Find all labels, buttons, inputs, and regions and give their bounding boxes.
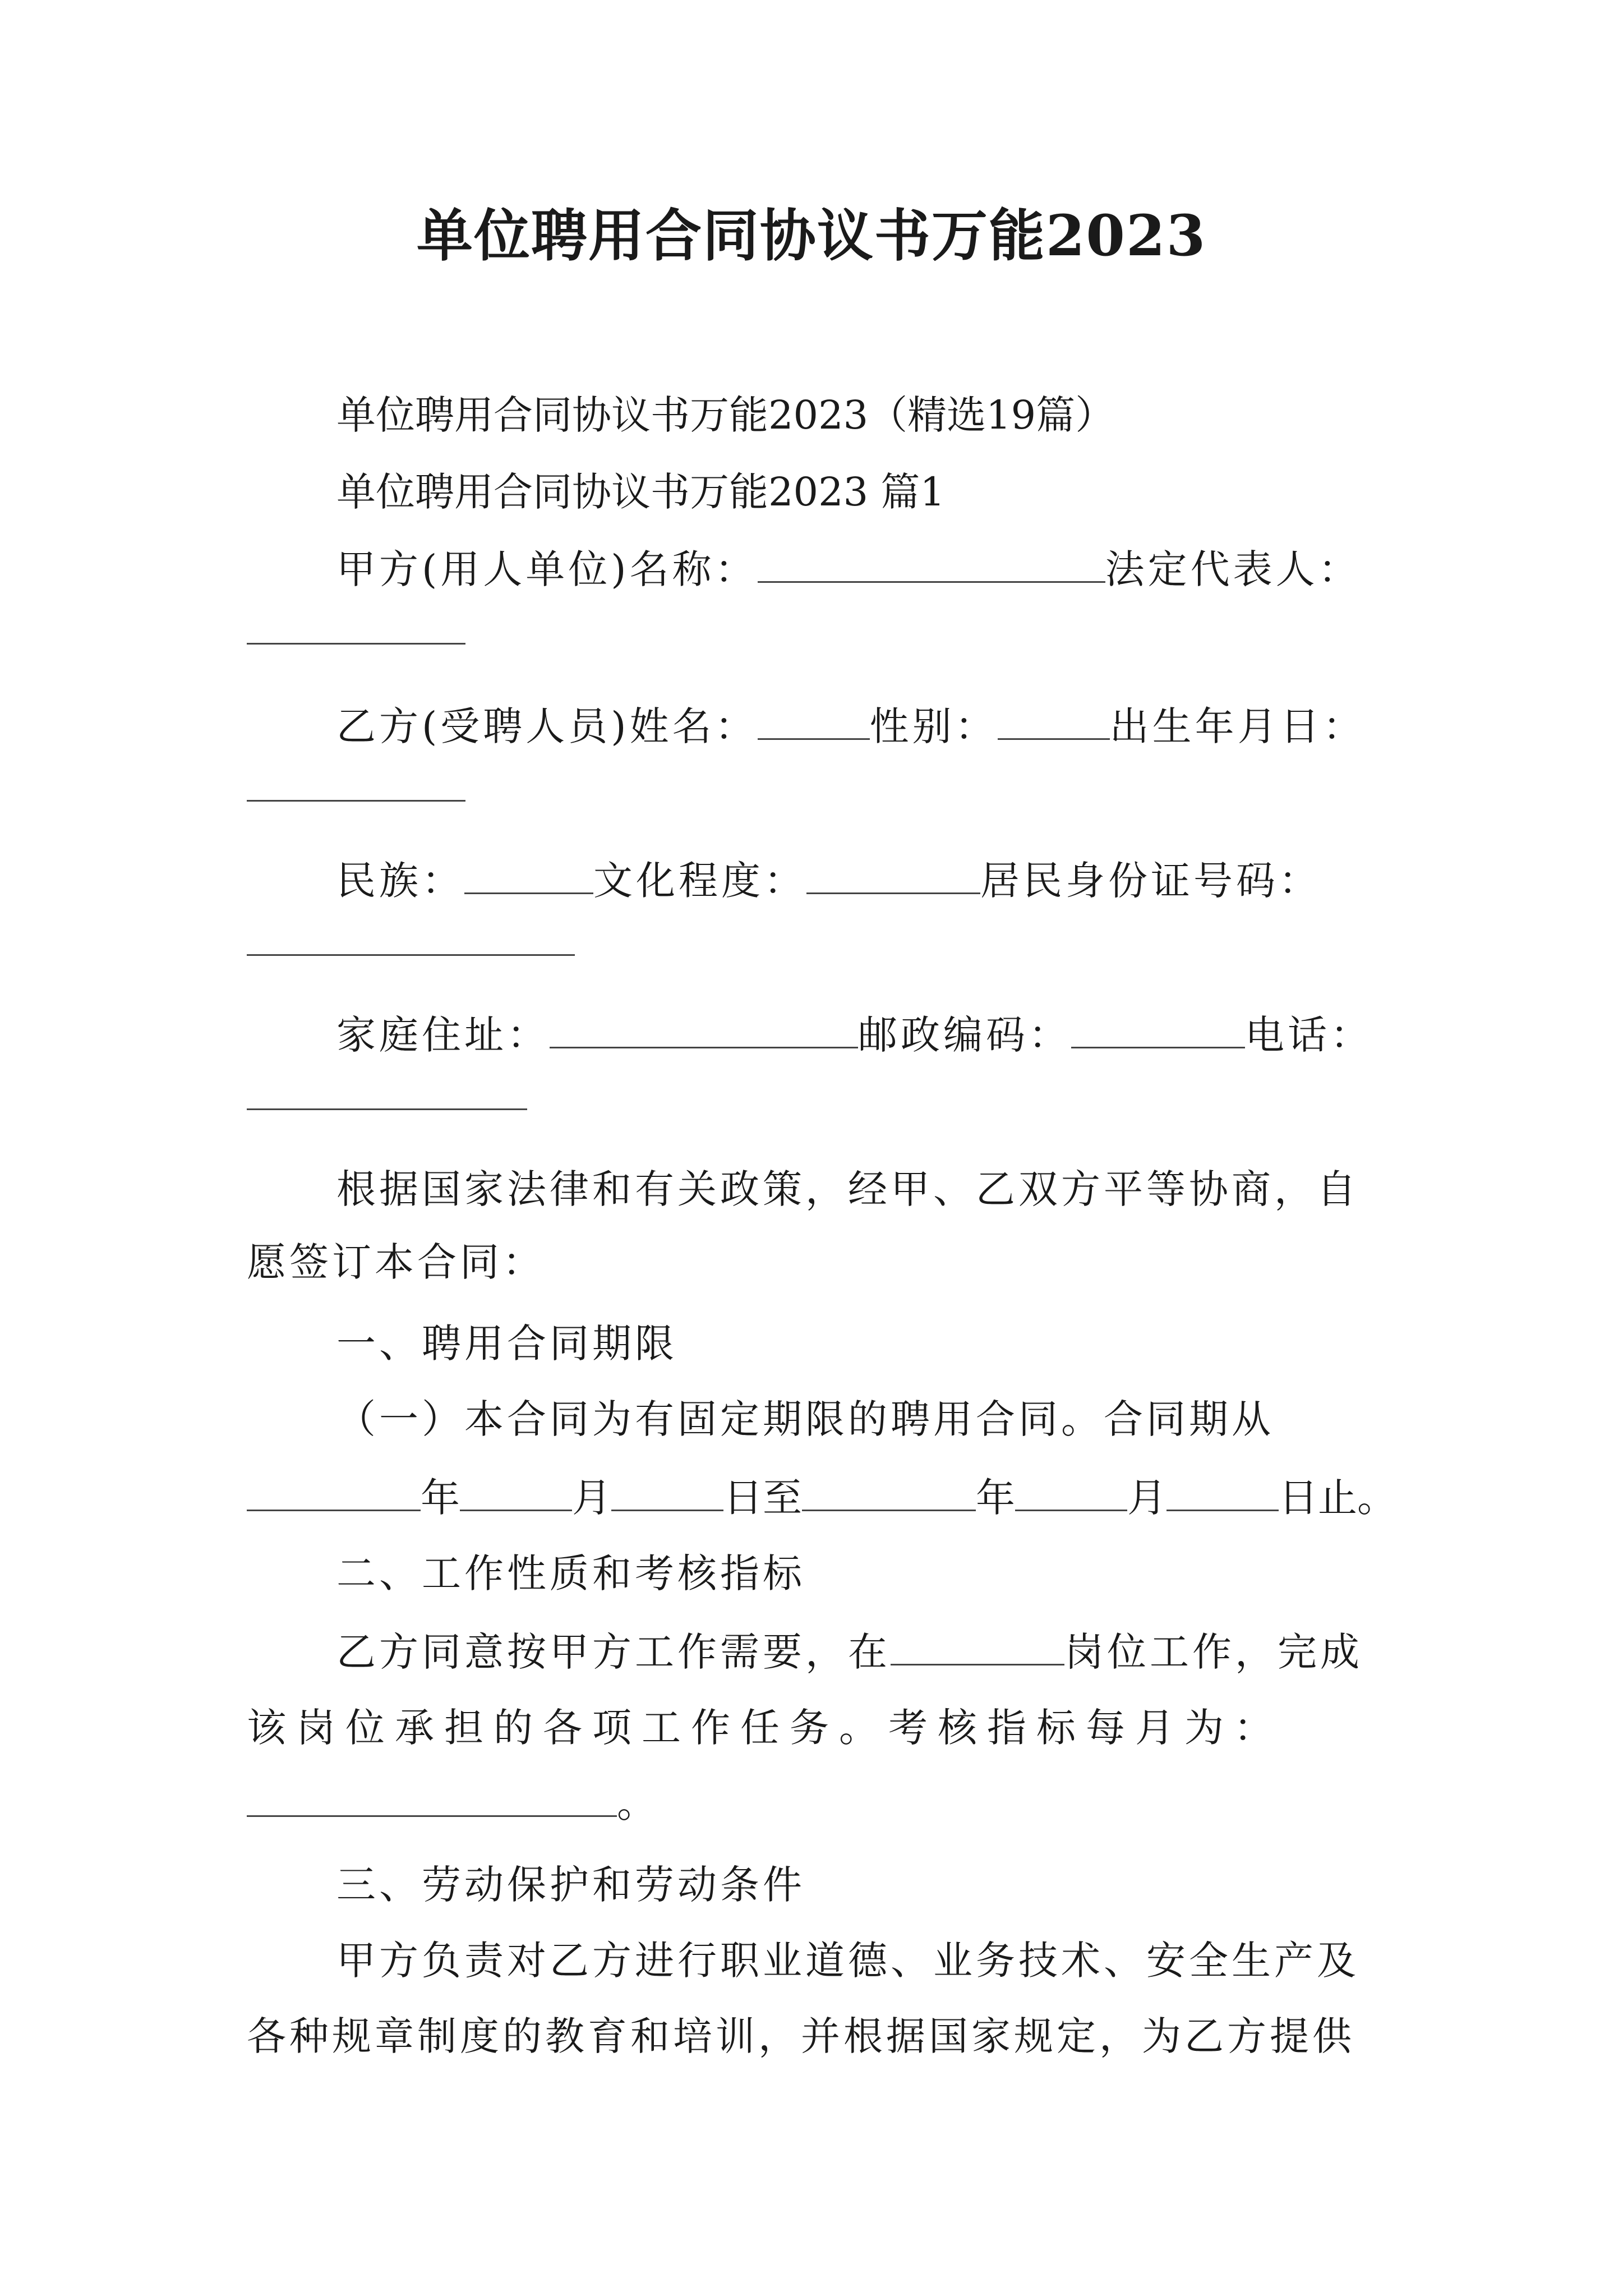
- section-3-paragraph-1: 甲方负责对乙方进行职业道德、业务技术、安全生产及: [336, 1938, 1359, 1984]
- party-a-name-blank: [758, 542, 1105, 583]
- end-day-blank: [1166, 1470, 1279, 1511]
- document-title: 单位聘用合同协议书万能2023: [416, 203, 1207, 269]
- section-1-date-line: [247, 1470, 1396, 1526]
- party-a-line: [336, 541, 1391, 597]
- assessment-blank: [247, 1776, 617, 1817]
- postcode-blank: [1071, 1007, 1245, 1048]
- section-2-paragraph-2: 该岗位承担的各项工作任务。考核指标每月为：: [247, 1705, 1283, 1751]
- intro-line-1: 根据国家法律和有关政策，经甲、乙双方平等协商，自: [336, 1166, 1359, 1212]
- party-a-name-label: 甲方(用人单位)名称：: [336, 546, 758, 592]
- phone-continuation: [247, 1069, 1391, 1125]
- id-number-label: 居民身份证号码：: [980, 858, 1321, 904]
- start-month-blank: [460, 1470, 572, 1511]
- education-label: 文化程度：: [593, 858, 806, 904]
- ethnic-blank: [464, 853, 593, 894]
- party-b-gender-label: 性别：: [869, 703, 998, 749]
- start-month-label: 月: [572, 1475, 611, 1521]
- section-2-paragraph-1: [336, 1624, 1391, 1680]
- end-year-blank: [802, 1470, 976, 1511]
- end-month-label: 月: [1127, 1475, 1166, 1521]
- ethnic-label: 民族：: [336, 858, 464, 904]
- address-label: 家庭住址：: [336, 1012, 550, 1058]
- postcode-label: 邮政编码：: [858, 1012, 1071, 1058]
- end-day-label: 日止。: [1279, 1475, 1396, 1521]
- party-b-birth-label: 出生年月日：: [1109, 703, 1366, 749]
- address-blank: [550, 1007, 858, 1048]
- assessment-period: 。: [617, 1780, 656, 1826]
- section-1-paragraph: （一）本合同为有固定期限的聘用合同。合同期从: [336, 1396, 1274, 1442]
- section-2-text-b: 岗位工作，完成: [1064, 1629, 1363, 1675]
- party-b-line: [336, 698, 1391, 754]
- party-a-rep-label: 法定代表人：: [1105, 546, 1361, 592]
- party-a-rep-continuation: [247, 603, 1391, 659]
- intro-line-2: 愿签订本合同：: [247, 1239, 545, 1285]
- section-1-heading: 一、聘用合同期限: [336, 1320, 677, 1366]
- id-number-continuation: [247, 914, 1391, 970]
- end-year-label: 年: [976, 1475, 1015, 1521]
- end-month-blank: [1015, 1470, 1127, 1511]
- start-year-blank: [247, 1470, 421, 1511]
- party-b-name-label: 乙方(受聘人员)姓名：: [336, 703, 758, 749]
- section-2-assessment-line: [247, 1775, 1391, 1832]
- section-heading: 单位聘用合同协议书万能2023 篇1: [336, 469, 945, 515]
- section-3-heading: 三、劳动保护和劳动条件: [336, 1862, 805, 1908]
- address-line: [336, 1007, 1391, 1063]
- party-b-name-blank: [758, 699, 870, 740]
- party-b-gender-blank: [998, 699, 1110, 740]
- subtitle: 单位聘用合同协议书万能2023（精选19篇）: [336, 392, 1115, 438]
- party-a-rep-blank: [247, 604, 465, 645]
- education-blank: [806, 853, 980, 894]
- party-b-birth-blank: [247, 761, 465, 802]
- phone-blank: [247, 1069, 527, 1110]
- start-day-label: 日至: [723, 1475, 802, 1521]
- party-b-birth-continuation: [247, 760, 1391, 816]
- section-2-text-a: 乙方同意按甲方工作需要，在: [336, 1629, 891, 1675]
- section-2-heading: 二、工作性质和考核指标: [336, 1550, 805, 1596]
- post-blank: [891, 1625, 1064, 1665]
- id-number-blank: [247, 915, 575, 956]
- start-day-blank: [611, 1470, 723, 1511]
- phone-label: 电话：: [1245, 1012, 1373, 1058]
- ethnic-line: [336, 853, 1391, 909]
- section-3-paragraph-2: 各种规章制度的教育和培训，并根据国家规定，为乙方提供: [247, 2013, 1355, 2059]
- start-year-label: 年: [421, 1475, 460, 1521]
